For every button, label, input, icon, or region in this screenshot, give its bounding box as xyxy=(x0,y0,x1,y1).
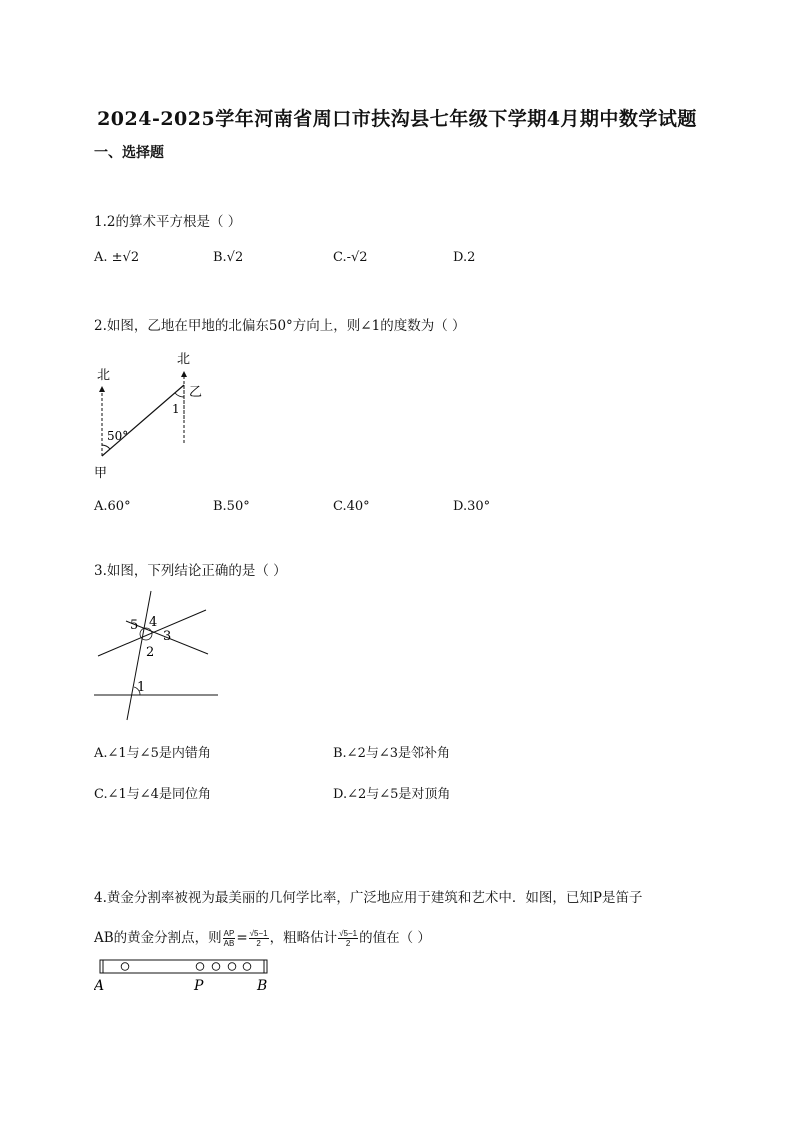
q4-text-a: AB的黄金分割点，则 xyxy=(94,930,222,946)
angle-1-label: 1 xyxy=(172,402,180,416)
angle-1-arc xyxy=(175,393,184,397)
q4-stem-line2 xyxy=(94,926,431,948)
q1-option-c[interactable]: C.-√2 xyxy=(333,250,368,265)
flute-hole xyxy=(243,963,251,971)
label-b: B xyxy=(257,978,268,994)
flute-hole xyxy=(212,963,220,971)
page-title: 2024-2025学年河南省周口市扶沟县七年级下学期4月期中数学试题 xyxy=(97,108,697,130)
flute-hole xyxy=(228,963,236,971)
angle-4-label: 4 xyxy=(149,615,158,630)
q3-option-c[interactable]: C.∠1与∠4是同位角 xyxy=(94,787,211,802)
point-a-label: 甲 xyxy=(94,466,108,481)
q3-option-a[interactable]: A.∠1与∠5是内错角 xyxy=(94,746,211,761)
route-line xyxy=(102,385,184,456)
flute-body xyxy=(100,960,267,973)
q2-option-d[interactable]: D.30° xyxy=(453,499,491,514)
q4-text-b: ，粗略估计 xyxy=(269,930,338,946)
flute-hole xyxy=(121,963,129,971)
north-label-left: 北 xyxy=(97,368,111,383)
q3-figure xyxy=(90,588,220,723)
q2-option-a[interactable]: A.60° xyxy=(94,499,131,514)
angle-50-label: 50° xyxy=(107,429,129,443)
angle-3-label: 3 xyxy=(163,629,172,644)
q2-option-c[interactable]: C.40° xyxy=(333,499,370,514)
point-b-label: 乙 xyxy=(189,385,203,400)
q1-option-b[interactable]: B.√2 xyxy=(213,250,244,265)
flute-hole xyxy=(196,963,204,971)
q4-flute-figure xyxy=(94,956,274,996)
label-a: A xyxy=(94,978,105,994)
q4-text-c: 的值在（ ） xyxy=(359,930,431,946)
q2-option-b[interactable]: B.50° xyxy=(213,499,250,514)
angle-2-label: 2 xyxy=(146,645,155,660)
label-p: P xyxy=(194,978,204,994)
q2-stem: 2.如图，乙地在甲地的北偏东50°方向上，则∠1的度数为（ ） xyxy=(94,318,466,334)
fraction-ap-ab: $\frac{AP}{AB}$ xyxy=(223,929,235,948)
q1-stem: 1.2的算术平方根是（ ） xyxy=(94,214,242,230)
angle-1-label: 1 xyxy=(137,680,146,695)
q2-figure xyxy=(88,345,218,485)
equals-sign: = xyxy=(236,930,248,946)
angle-50-arc xyxy=(102,445,110,449)
q3-option-b[interactable]: B.∠2与∠3是邻补角 xyxy=(333,746,451,761)
north-label-right: 北 xyxy=(177,352,191,367)
q1-option-d[interactable]: D.2 xyxy=(453,250,476,265)
section-heading: 一、选择题 xyxy=(94,145,164,161)
q1-option-a[interactable]: A. ±√2 xyxy=(94,250,140,265)
fraction-golden-1: $\frac{√5-1}{2}$ xyxy=(249,929,268,948)
fraction-golden-2: $\frac{√5-1}{2}$ xyxy=(339,929,358,948)
q4-stem-line1: 4.黄金分割率被视为最美丽的几何学比率，广泛地应用于建筑和艺术中．如图，已知P是笛子 xyxy=(94,890,643,906)
q3-stem: 3.如图，下列结论正确的是（ ） xyxy=(94,563,287,579)
q3-option-d[interactable]: D.∠2与∠5是对顶角 xyxy=(333,787,451,802)
angle-5-label: 5 xyxy=(130,618,139,633)
